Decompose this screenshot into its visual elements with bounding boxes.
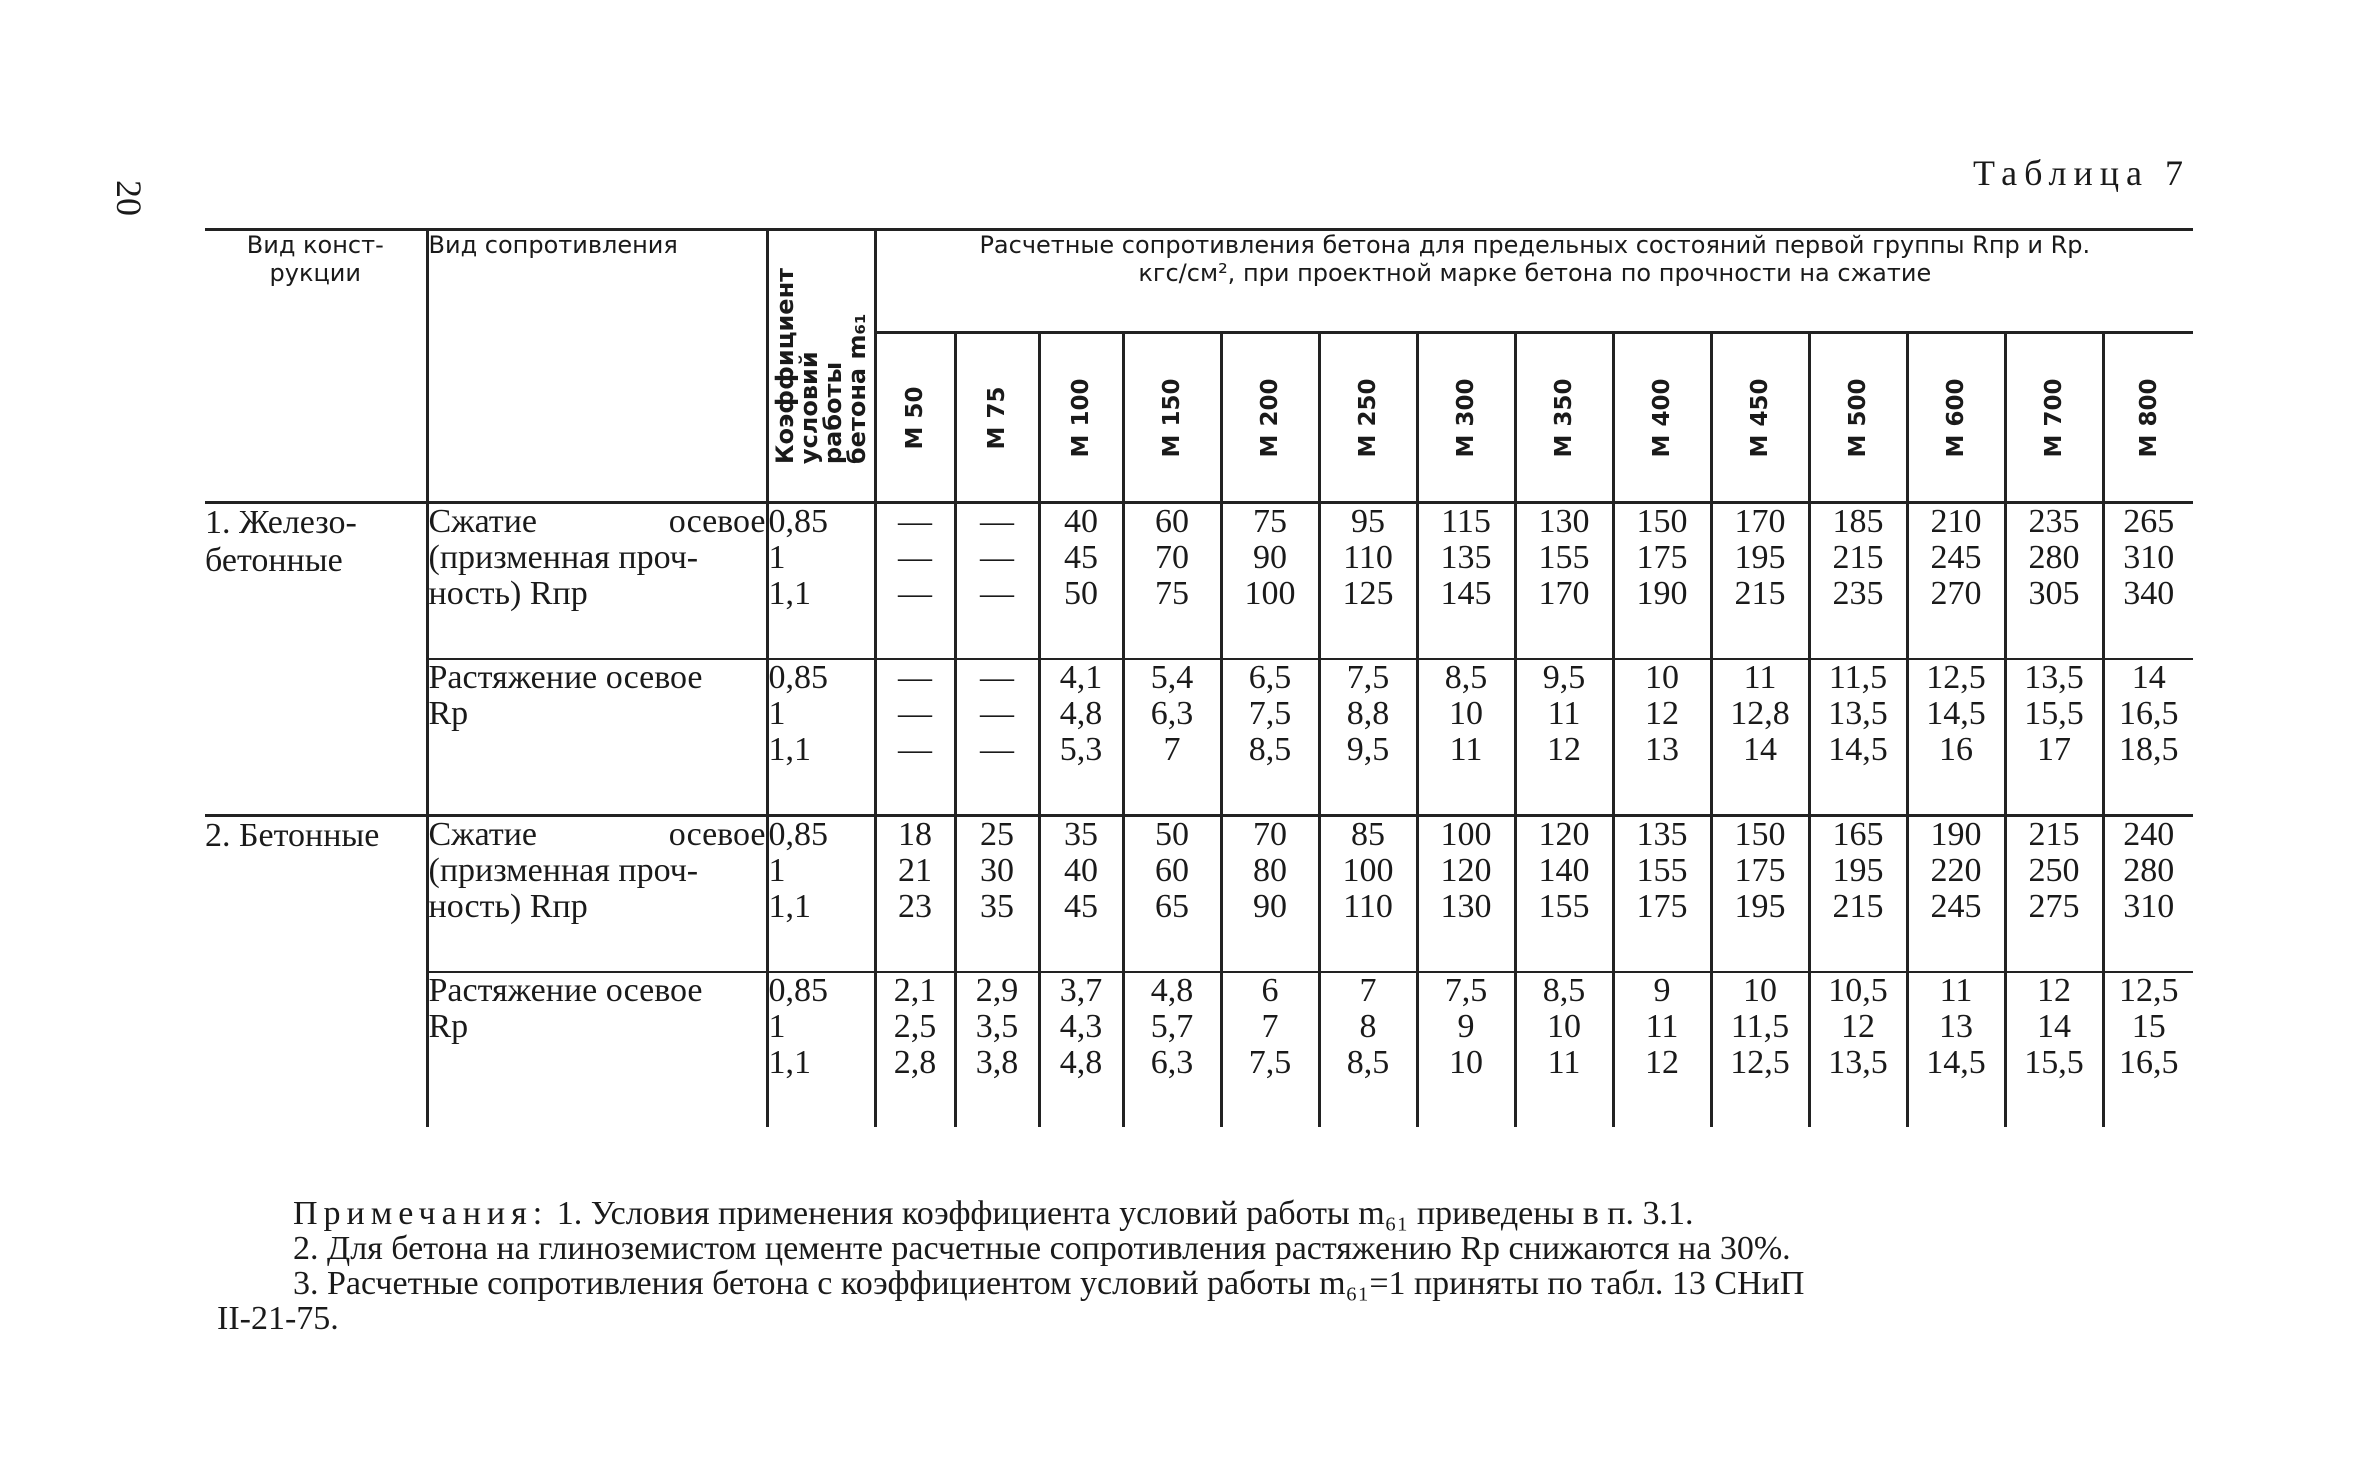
table-row [205, 972, 2193, 1127]
header-grade: М 75 [955, 333, 1039, 503]
resistance-value: — [898, 503, 932, 540]
resistance-value: 110 [1343, 539, 1393, 576]
resistance-value: — [980, 695, 1014, 732]
resistance-value: 12 [1645, 695, 1679, 732]
resistance-value: 13,5 [1828, 695, 1888, 732]
resistance-type: Сжатие осевое (призменная проч- ность) Rпр [427, 816, 767, 973]
resistance-value: 135 [1636, 816, 1688, 853]
resistance-value: 280 [2028, 539, 2080, 576]
resistance-value: 155 [1538, 888, 1590, 925]
resistance-value: 11,5 [1730, 1008, 1790, 1045]
resistance-value: 35 [1064, 816, 1098, 853]
resistance-value: 11 [1645, 1008, 1679, 1045]
resistance-value: 5,3 [1059, 731, 1103, 768]
resistance-value: 13,5 [2024, 659, 2084, 696]
header-grade: М 400 [1613, 333, 1711, 503]
value-cell [2005, 503, 2103, 660]
resistance-value: 12,8 [1730, 695, 1790, 732]
resistance-value: 235 [2028, 503, 2080, 540]
resistance-value: 235 [1832, 575, 1884, 612]
resistance-type: Сжатие осевое (призменная проч- ность) Rпр [427, 503, 767, 660]
value-cell [1319, 503, 1417, 660]
coefficient-value: 1 [768, 852, 786, 889]
value-cell [955, 816, 1039, 973]
value-cell [875, 816, 955, 973]
value-cell [1515, 816, 1613, 973]
resistance-value: 12 [1547, 731, 1581, 768]
resistance-value: 40 [1064, 852, 1098, 889]
resistance-value: 310 [2123, 539, 2175, 576]
resistance-value: — [980, 503, 1014, 540]
resistance-value: 2,8 [893, 1044, 937, 1081]
value-cell [2005, 659, 2103, 816]
resistance-value: — [898, 659, 932, 696]
resistance-value: 275 [2028, 888, 2080, 925]
value-cell [875, 972, 955, 1127]
resistance-value: 25 [980, 816, 1014, 853]
coefficient-value: 1 [768, 695, 786, 732]
resistance-value: 80 [1253, 852, 1287, 889]
header-resistance: Вид сопротивления [427, 230, 767, 503]
table-row [205, 503, 2193, 660]
resistance-value: — [980, 575, 1014, 612]
resistance-value: 7,5 [1248, 1044, 1292, 1081]
resistance-value: 40 [1064, 503, 1098, 540]
resistance-value: 5,7 [1150, 1008, 1194, 1045]
resistance-value: 3,5 [975, 1008, 1019, 1045]
value-cell [1515, 659, 1613, 816]
value-cell [1417, 659, 1515, 816]
resistance-value: 90 [1253, 888, 1287, 925]
resistance-value: 65 [1155, 888, 1189, 925]
resistance-value: 150 [1636, 503, 1688, 540]
resistance-value: 70 [1253, 816, 1287, 853]
resistance-value: 6,5 [1248, 659, 1292, 696]
coefficient-value: 1,1 [768, 888, 811, 925]
resistance-value: 175 [1636, 888, 1688, 925]
resistance-value: 7,5 [1248, 695, 1292, 732]
resistance-value: 190 [1636, 575, 1688, 612]
value-cell [1123, 816, 1221, 973]
resistance-value: — [898, 695, 932, 732]
resistance-value: 10 [1449, 1044, 1483, 1081]
resistance-value: 110 [1343, 888, 1393, 925]
value-cell [2103, 659, 2193, 816]
resistance-value: 270 [1930, 575, 1982, 612]
resistance-value: 185 [1832, 503, 1884, 540]
resistance-value: 120 [1538, 816, 1590, 853]
note-2: 2. Для бетона на глиноземистом цементе расчетные сопротивления растяжению Rр снижаются на 30%. [293, 1230, 1791, 1267]
resistance-value: 10 [1547, 1008, 1581, 1045]
resistance-value: 215 [1832, 888, 1884, 925]
value-cell [1711, 816, 1809, 973]
resistance-value: 14,5 [1926, 1044, 1986, 1081]
concrete-resistance-table [205, 228, 2193, 1127]
resistance-value: 195 [1832, 852, 1884, 889]
resistance-value: 9 [1653, 972, 1671, 1009]
resistance-value: 120 [1440, 852, 1492, 889]
resistance-value: 16,5 [2119, 1044, 2179, 1081]
value-cell [1809, 816, 1907, 973]
value-cell [1319, 659, 1417, 816]
value-cell [1613, 503, 1711, 660]
header-grade: М 150 [1123, 333, 1221, 503]
header-grades-span: Расчетные сопротивления бетона для предельных состояний первой группы Rпр и Rр. кгс/см², при проектной марке бетона по прочности на сжатие [875, 230, 2193, 333]
header-kind: Вид конст- рукции [205, 230, 427, 503]
resistance-value: 220 [1930, 852, 1982, 889]
resistance-value: 125 [1342, 575, 1394, 612]
value-cell [2103, 972, 2193, 1127]
notes [205, 1196, 2200, 1336]
resistance-value: 5,4 [1150, 659, 1194, 696]
coefficient-cell [767, 659, 875, 816]
resistance-value: 14 [2037, 1008, 2071, 1045]
resistance-value: 6 [1261, 972, 1279, 1009]
coefficient-value: 1 [768, 1008, 786, 1045]
resistance-value: 6,3 [1150, 1044, 1194, 1081]
resistance-value: 18,5 [2119, 731, 2179, 768]
resistance-type: Растяжение осевое Rр [427, 659, 767, 816]
resistance-value: 18 [898, 816, 932, 853]
value-cell [1417, 503, 1515, 660]
resistance-value: 8,5 [1346, 1044, 1390, 1081]
value-cell [2103, 816, 2193, 973]
construction-kind: 2. Бетонные [205, 816, 427, 1128]
resistance-value: 2,5 [893, 1008, 937, 1045]
value-cell [955, 972, 1039, 1127]
resistance-value: 12,5 [1730, 1044, 1790, 1081]
resistance-value: 115 [1441, 503, 1491, 540]
resistance-value: 7 [1163, 731, 1181, 768]
header-grade: М 350 [1515, 333, 1613, 503]
resistance-value: — [980, 731, 1014, 768]
resistance-value: 215 [1832, 539, 1884, 576]
resistance-value: 6,3 [1150, 695, 1194, 732]
resistance-value: 165 [1832, 816, 1884, 853]
resistance-value: 8,8 [1346, 695, 1390, 732]
value-cell [1221, 972, 1319, 1127]
resistance-value: 8,5 [1444, 659, 1488, 696]
resistance-value: 10,5 [1828, 972, 1888, 1009]
resistance-value: 10 [1645, 659, 1679, 696]
table-row [205, 816, 2193, 973]
resistance-value: 7,5 [1444, 972, 1488, 1009]
value-cell [1123, 972, 1221, 1127]
header-grade: М 450 [1711, 333, 1809, 503]
value-cell [875, 659, 955, 816]
coefficient-value: 0,85 [768, 659, 828, 696]
resistance-value: 140 [1538, 852, 1590, 889]
resistance-value: 175 [1734, 852, 1786, 889]
resistance-value: 305 [2028, 575, 2080, 612]
resistance-value: 4,1 [1059, 659, 1103, 696]
coefficient-value: 1,1 [768, 1044, 811, 1081]
resistance-value: 4,8 [1059, 1044, 1103, 1081]
header-grade: М 250 [1319, 333, 1417, 503]
resistance-value: 14 [2131, 659, 2166, 696]
note-1: Примечания: 1. Условия применения коэффициента условий работы m₆₁ приведены в п. 3.1. [293, 1195, 1694, 1232]
resistance-value: 130 [1440, 888, 1492, 925]
resistance-value: 2,1 [893, 972, 937, 1009]
resistance-value: 14,5 [1926, 695, 1986, 732]
resistance-value: 130 [1538, 503, 1590, 540]
resistance-value: 215 [1734, 575, 1786, 612]
coefficient-value: 0,85 [768, 816, 828, 853]
resistance-value: 170 [1734, 503, 1786, 540]
resistance-value: 7,5 [1346, 659, 1390, 696]
value-cell [955, 659, 1039, 816]
resistance-value: 155 [1538, 539, 1590, 576]
resistance-value: 13,5 [1828, 1044, 1888, 1081]
header-grade: М 800 [2103, 333, 2193, 503]
resistance-value: 13 [1645, 731, 1679, 768]
value-cell [1319, 972, 1417, 1127]
value-cell [1907, 659, 2005, 816]
header-grade: М 700 [2005, 333, 2103, 503]
construction-kind: 1. Железо- бетонные [205, 503, 427, 816]
value-cell [1039, 659, 1123, 816]
resistance-value: 4,8 [1150, 972, 1194, 1009]
resistance-value: 14,5 [1828, 731, 1888, 768]
value-cell [875, 503, 955, 660]
resistance-value: 60 [1155, 852, 1189, 889]
resistance-value: 4,3 [1059, 1008, 1103, 1045]
value-cell [1711, 503, 1809, 660]
coefficient-cell [767, 503, 875, 660]
resistance-value: 50 [1064, 575, 1098, 612]
resistance-value: 23 [898, 888, 932, 925]
resistance-value: 210 [1930, 503, 1982, 540]
header-grade: М 500 [1809, 333, 1907, 503]
resistance-value: 14 [1743, 731, 1777, 768]
resistance-value: 7 [1359, 972, 1377, 1009]
resistance-value: 265 [2123, 503, 2175, 540]
resistance-value: 4,8 [1059, 695, 1103, 732]
value-cell [1515, 972, 1613, 1127]
value-cell [1039, 503, 1123, 660]
resistance-value: 11 [1547, 695, 1581, 732]
value-cell [1711, 659, 1809, 816]
value-cell [1809, 659, 1907, 816]
resistance-value: 8 [1359, 1008, 1377, 1045]
resistance-value: 100 [1342, 852, 1394, 889]
value-cell [1417, 972, 1515, 1127]
value-cell [1123, 659, 1221, 816]
resistance-value: 100 [1440, 816, 1492, 853]
value-cell [1039, 972, 1123, 1127]
header-grade: М 300 [1417, 333, 1515, 503]
value-cell [1221, 816, 1319, 973]
value-cell [955, 503, 1039, 660]
header-grade: М 100 [1039, 333, 1123, 503]
coefficient-value: 1 [768, 539, 786, 576]
resistance-value: 215 [2028, 816, 2080, 853]
header-coefficient: Коэффициент условий работы бетона m₆₁ [767, 230, 875, 503]
resistance-value: 9,5 [1346, 731, 1390, 768]
resistance-value: 12 [1841, 1008, 1875, 1045]
note-3-continuation: II-21-75. [217, 1300, 339, 1337]
resistance-value: 8,5 [1542, 972, 1586, 1009]
notes-label: Примечания: [293, 1195, 549, 1232]
value-cell [1039, 816, 1123, 973]
resistance-value: 75 [1155, 575, 1189, 612]
resistance-value: 35 [980, 888, 1014, 925]
resistance-value: 250 [2028, 852, 2080, 889]
resistance-value: — [898, 539, 932, 576]
resistance-value: 195 [1734, 539, 1786, 576]
resistance-value: 11 [1547, 1044, 1581, 1081]
resistance-type: Растяжение осевое Rр [427, 972, 767, 1127]
resistance-value: 45 [1064, 539, 1098, 576]
resistance-value: 9 [1457, 1008, 1475, 1045]
page-number: 20 [109, 180, 149, 216]
resistance-value: 11,5 [1828, 659, 1888, 696]
value-cell [1515, 503, 1613, 660]
resistance-value: 2,9 [975, 972, 1019, 1009]
resistance-value: 17 [2037, 731, 2071, 768]
resistance-value: 15,5 [2024, 695, 2084, 732]
coefficient-value: 0,85 [768, 503, 828, 540]
resistance-value: 12 [2037, 972, 2071, 1009]
resistance-value: 85 [1351, 816, 1385, 853]
note-3: 3. Расчетные сопротивления бетона с коэффициентом условий работы m₆₁=1 приняты по табл. 13 СНиП [293, 1265, 1805, 1302]
value-cell [1123, 503, 1221, 660]
coefficient-value: 1,1 [768, 731, 811, 768]
value-cell [1319, 816, 1417, 973]
resistance-value: 11 [1449, 731, 1483, 768]
value-cell [1417, 816, 1515, 973]
resistance-value: 16,5 [2119, 695, 2179, 732]
resistance-value: 12,5 [1926, 659, 1986, 696]
resistance-value: — [898, 575, 932, 612]
coefficient-cell [767, 972, 875, 1127]
resistance-value: 195 [1734, 888, 1786, 925]
resistance-value: 95 [1351, 503, 1385, 540]
header-grade: М 600 [1907, 333, 2005, 503]
resistance-value: — [980, 659, 1014, 696]
resistance-value: 30 [980, 852, 1014, 889]
resistance-value: 340 [2123, 575, 2175, 612]
resistance-value: — [980, 539, 1014, 576]
resistance-value: 3,7 [1059, 972, 1103, 1009]
resistance-value: 15,5 [2024, 1044, 2084, 1081]
resistance-value: 45 [1064, 888, 1098, 925]
resistance-value: 245 [1930, 539, 1982, 576]
header-grade: М 200 [1221, 333, 1319, 503]
resistance-value: 9,5 [1542, 659, 1586, 696]
value-cell [1809, 503, 1907, 660]
resistance-value: 150 [1734, 816, 1786, 853]
resistance-value: 280 [2123, 852, 2175, 889]
resistance-value: 8,5 [1248, 731, 1292, 768]
table-title: Таблица 7 [1973, 153, 2190, 193]
resistance-value: 3,8 [975, 1044, 1019, 1081]
value-cell [1613, 659, 1711, 816]
resistance-value: 16 [1939, 731, 1973, 768]
resistance-value: 155 [1636, 852, 1688, 889]
resistance-value: 90 [1253, 539, 1287, 576]
value-cell [1907, 972, 2005, 1127]
value-cell [1907, 816, 2005, 973]
resistance-value: 10 [1743, 972, 1777, 1009]
resistance-value: 190 [1930, 816, 1982, 853]
value-cell [1221, 503, 1319, 660]
resistance-value: 240 [2123, 816, 2175, 853]
resistance-value: 100 [1244, 575, 1296, 612]
resistance-value: 21 [898, 852, 932, 889]
resistance-value: 145 [1440, 575, 1492, 612]
resistance-value: 175 [1636, 539, 1688, 576]
value-cell [1613, 972, 1711, 1127]
resistance-value: 170 [1538, 575, 1590, 612]
resistance-value: 60 [1155, 503, 1189, 540]
resistance-value: 13 [1939, 1008, 1973, 1045]
resistance-value: 15 [2131, 1008, 2166, 1045]
value-cell [1221, 659, 1319, 816]
value-cell [2005, 816, 2103, 973]
value-cell [2005, 972, 2103, 1127]
coefficient-value: 1,1 [768, 575, 811, 612]
value-cell [1809, 972, 1907, 1127]
resistance-value: 11 [1939, 972, 1973, 1009]
resistance-value: 7 [1261, 1008, 1279, 1045]
resistance-value: 50 [1155, 816, 1189, 853]
resistance-value: 75 [1253, 503, 1287, 540]
value-cell [1613, 816, 1711, 973]
table-row [205, 659, 2193, 816]
header-grade: М 50 [875, 333, 955, 503]
resistance-value: 310 [2123, 888, 2175, 925]
value-cell [1907, 503, 2005, 660]
resistance-value: 245 [1930, 888, 1982, 925]
resistance-value: 12,5 [2119, 972, 2179, 1009]
resistance-value: 70 [1155, 539, 1189, 576]
resistance-value: 135 [1440, 539, 1492, 576]
coefficient-value: 0,85 [768, 972, 828, 1009]
coefficient-cell [767, 816, 875, 973]
value-cell [1711, 972, 1809, 1127]
resistance-value: 11 [1743, 659, 1777, 696]
value-cell [2103, 503, 2193, 660]
resistance-value: 12 [1645, 1044, 1679, 1081]
resistance-value: 10 [1449, 695, 1483, 732]
resistance-value: — [898, 731, 932, 768]
